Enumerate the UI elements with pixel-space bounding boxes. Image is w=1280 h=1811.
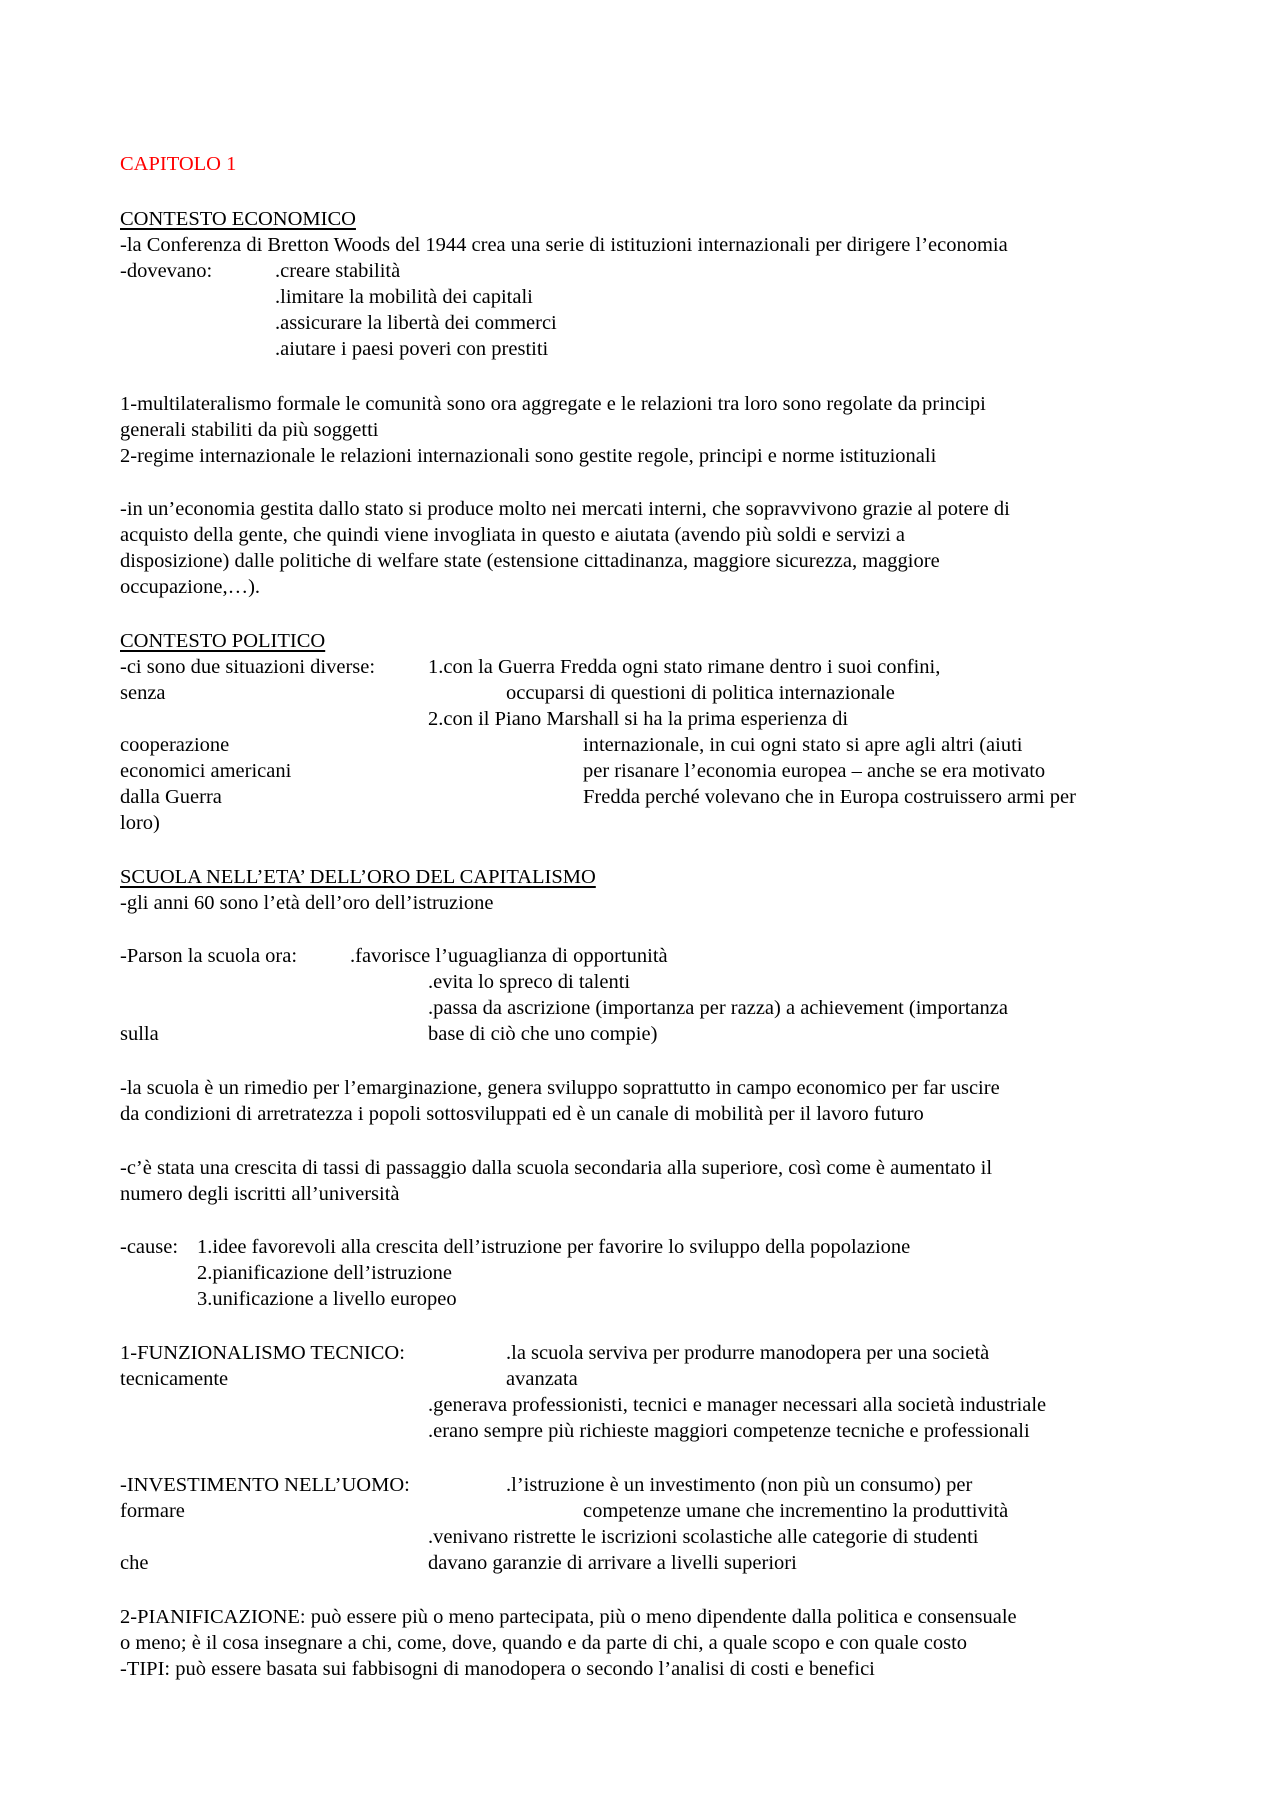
paragraph-line: da condizioni di arretratezza i popoli sottosviluppati ed è un canale di mobilità per il lavoro futuro bbox=[120, 1103, 924, 1125]
section-heading-political-context: CONTESTO POLITICO bbox=[120, 630, 326, 652]
paragraph-line: 2-regime internazionale le relazioni internazionali sono gestite regole, principi e norme istituzionali bbox=[120, 445, 937, 467]
list-item: .favorisce l’uguaglianza di opportunità bbox=[350, 945, 668, 967]
paragraph-line: occupazione,…). bbox=[120, 576, 261, 598]
paragraph-line: acquisto della gente, che quindi viene invogliata in questo e aiutata (avendo più soldi e servizi a bbox=[120, 524, 906, 546]
paragraph-line: occuparsi di questioni di politica internazionale bbox=[506, 682, 895, 704]
list-item: 2.con il Piano Marshall si ha la prima esperienza di bbox=[428, 708, 849, 730]
paragraph-line-label: 1-FUNZIONALISMO TECNICO: bbox=[120, 1342, 405, 1364]
list-item: .limitare la mobilità dei capitali bbox=[275, 286, 533, 308]
paragraph-line: competenze umane che incrementino la produttività bbox=[583, 1500, 1009, 1522]
section-heading-school-golden-age: SCUOLA NELL’ETA’ DELL’ORO DEL CAPITALISMO bbox=[120, 866, 596, 888]
chapter-title: CAPITOLO 1 bbox=[120, 153, 237, 175]
paragraph-line: che bbox=[120, 1552, 149, 1574]
paragraph-line: avanzata bbox=[506, 1368, 578, 1390]
paragraph-line-label: -ci sono due situazioni diverse: bbox=[120, 656, 376, 678]
list-item: .la scuola serviva per produrre manodopera per una società bbox=[506, 1342, 990, 1364]
paragraph-line: o meno; è il cosa insegnare a chi, come, dove, quando e da parte di chi, a quale scopo e con quale costo bbox=[120, 1632, 968, 1654]
paragraph-line: formare bbox=[120, 1500, 185, 1522]
paragraph-line: disposizione) dalle politiche di welfare state (estensione cittadinanza, maggiore sicurezza, maggiore bbox=[120, 550, 940, 572]
list-item: .generava professionisti, tecnici e manager necessari alla società industriale bbox=[428, 1394, 1047, 1416]
list-item: 2.pianificazione dell’istruzione bbox=[197, 1262, 453, 1284]
list-item: .venivano ristrette le iscrizioni scolastiche alle categorie di studenti bbox=[428, 1526, 979, 1548]
list-item: 1.con la Guerra Fredda ogni stato rimane dentro i suoi confini, bbox=[428, 656, 941, 678]
paragraph-line: -gli anni 60 sono l’età dell’oro dell’istruzione bbox=[120, 892, 494, 914]
paragraph-line: -c’è stata una crescita di tassi di passaggio dalla scuola secondaria alla superiore, così come è aumentato il bbox=[120, 1157, 993, 1179]
paragraph-line: 2-PIANIFICAZIONE: può essere più o meno partecipata, più o meno dipendente dalla politica e consensuale bbox=[120, 1606, 1017, 1628]
paragraph-line: -la Conferenza di Bretton Woods del 1944 crea una serie di istituzioni internazionali per dirigere l’economia bbox=[120, 234, 1008, 256]
list-item: 1.idee favorevoli alla crescita dell’istruzione per favorire lo sviluppo della popolazione bbox=[197, 1236, 911, 1258]
section-heading-economic-context: CONTESTO ECONOMICO bbox=[120, 208, 356, 230]
list-item: .passa da ascrizione (importanza per razza) a achievement (importanza bbox=[428, 997, 1008, 1019]
list-item: .l’istruzione è un investimento (non più un consumo) per bbox=[506, 1474, 973, 1496]
paragraph-line: 1-multilateralismo formale le comunità sono ora aggregate e le relazioni tra loro sono regolate da principi bbox=[120, 393, 986, 415]
paragraph-line-label: -INVESTIMENTO NELL’UOMO: bbox=[120, 1474, 410, 1496]
paragraph-line-label: -cause: bbox=[120, 1236, 179, 1258]
paragraph-line: -la scuola è un rimedio per l’emarginazione, genera sviluppo soprattutto in campo economico per far uscire bbox=[120, 1077, 1000, 1099]
paragraph-line-label: -dovevano: bbox=[120, 260, 213, 282]
paragraph-line: internazionale, in cui ogni stato si apre agli altri (aiuti bbox=[583, 734, 1023, 756]
list-item: .erano sempre più richieste maggiori competenze tecniche e professionali bbox=[428, 1420, 1030, 1442]
list-item: .assicurare la libertà dei commerci bbox=[275, 312, 557, 334]
paragraph-line: tecnicamente bbox=[120, 1368, 229, 1390]
list-item: 3.unificazione a livello europeo bbox=[197, 1288, 457, 1310]
list-item: .creare stabilità bbox=[275, 260, 401, 282]
paragraph-line: senza bbox=[120, 682, 166, 704]
paragraph-line: cooperazione bbox=[120, 734, 230, 756]
list-item: .aiutare i paesi poveri con prestiti bbox=[275, 338, 549, 360]
paragraph-line: davano garanzie di arrivare a livelli superiori bbox=[428, 1552, 797, 1574]
paragraph-line: per risanare l’economia europea – anche se era motivato bbox=[583, 760, 1046, 782]
paragraph-line: economici americani bbox=[120, 760, 292, 782]
paragraph-line: -in un’economia gestita dallo stato si produce molto nei mercati interni, che sopravvivono grazie al potere di bbox=[120, 498, 1010, 520]
paragraph-line: -TIPI: può essere basata sui fabbisogni di manodopera o secondo l’analisi di costi e benefici bbox=[120, 1658, 875, 1680]
paragraph-line: numero degli iscritti all’università bbox=[120, 1183, 400, 1205]
paragraph-line-label: -Parson la scuola ora: bbox=[120, 945, 298, 967]
paragraph-line: generali stabiliti da più soggetti bbox=[120, 419, 379, 441]
paragraph-line: sulla bbox=[120, 1023, 159, 1045]
paragraph-line: dalla Guerra bbox=[120, 786, 222, 808]
paragraph-line: Fredda perché volevano che in Europa costruissero armi per bbox=[583, 786, 1076, 808]
paragraph-line: base di ciò che uno compie) bbox=[428, 1023, 658, 1045]
paragraph-line: loro) bbox=[120, 812, 160, 834]
list-item: .evita lo spreco di talenti bbox=[428, 971, 631, 993]
